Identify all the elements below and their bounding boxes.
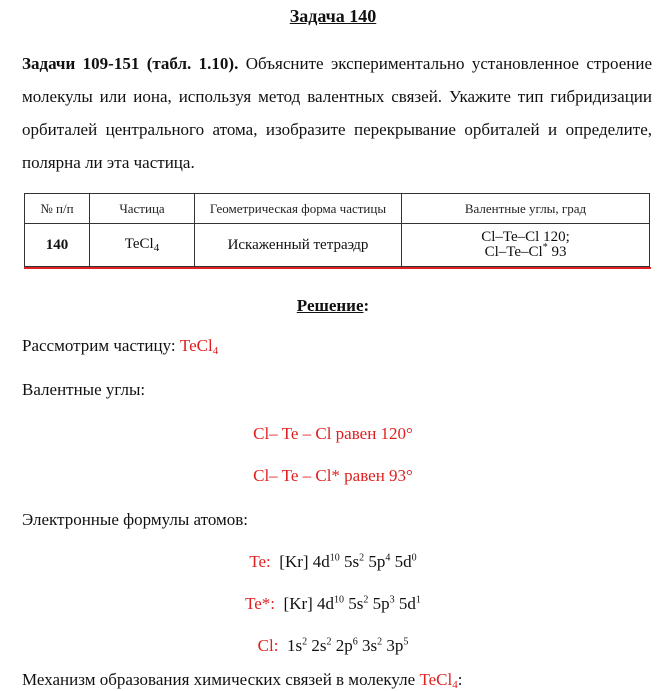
table-header-row (25, 194, 650, 224)
angle-line-2: Cl– Te – Cl* равен 93° (253, 466, 413, 485)
task-lead: Задачи 109-151 (табл. 1.10). (22, 54, 239, 73)
angle-value-2: Cl–Te–Cl* 93 (484, 242, 567, 260)
header-angles: Валентные углы, град (402, 194, 650, 224)
formula-te: Te: [Kr] $4d^{10}$ $5s^2$ $5p^4$ $5d^0$ (249, 552, 417, 571)
angle-line-1: Cl– Te – Cl равен 120° (253, 424, 413, 443)
angles-label: Валентные углы: (22, 380, 146, 399)
cell-angles (402, 224, 650, 267)
task-paragraph (22, 47, 652, 179)
solution-heading: Решение: (296, 296, 370, 315)
table-row (25, 224, 650, 267)
task-text: Объясните экспериментально установленное строение молекулы или иона, используя метод валентных связей. Укажите тип гибридизации орбиталей центрального атома, изобразите перекрывание орбиталей и определите, полярна ли эта частица. (22, 54, 653, 172)
data-table (24, 193, 650, 267)
table-underline (24, 267, 651, 269)
header-shape: Геометрическая форма частицы (195, 194, 402, 224)
page-title: Задача 140 (289, 6, 377, 26)
cell-num: 140 (25, 224, 90, 267)
consider-line: Рассмотрим частицу: TeCl4 (22, 336, 219, 357)
mechanism-particle: TeCl4 (419, 670, 458, 691)
cell-particle: TeCl$_4$ (90, 224, 195, 267)
angle-value-1: Cl–Te–Cl 120; (481, 229, 570, 245)
header-num: № п/п (25, 194, 90, 224)
formula-te-star: Te*: [Kr] $4d^{10}$ $5s^2$ $5p^3$ $5d^1$ (245, 594, 421, 613)
header-particle: Частица (90, 194, 195, 224)
mechanism-label: Механизм образования химических связей в молекуле TeCl4: (22, 670, 463, 691)
formula-cl: Cl: $1s^2$ $2s^2$ $2p^6$ $3s^2$ $3p^5$ (257, 636, 409, 655)
consider-particle: TeCl4 (179, 336, 219, 357)
electronic-label: Электронные формулы атомов: (22, 510, 249, 529)
cell-shape: Искаженный тетраэдр (195, 224, 402, 267)
